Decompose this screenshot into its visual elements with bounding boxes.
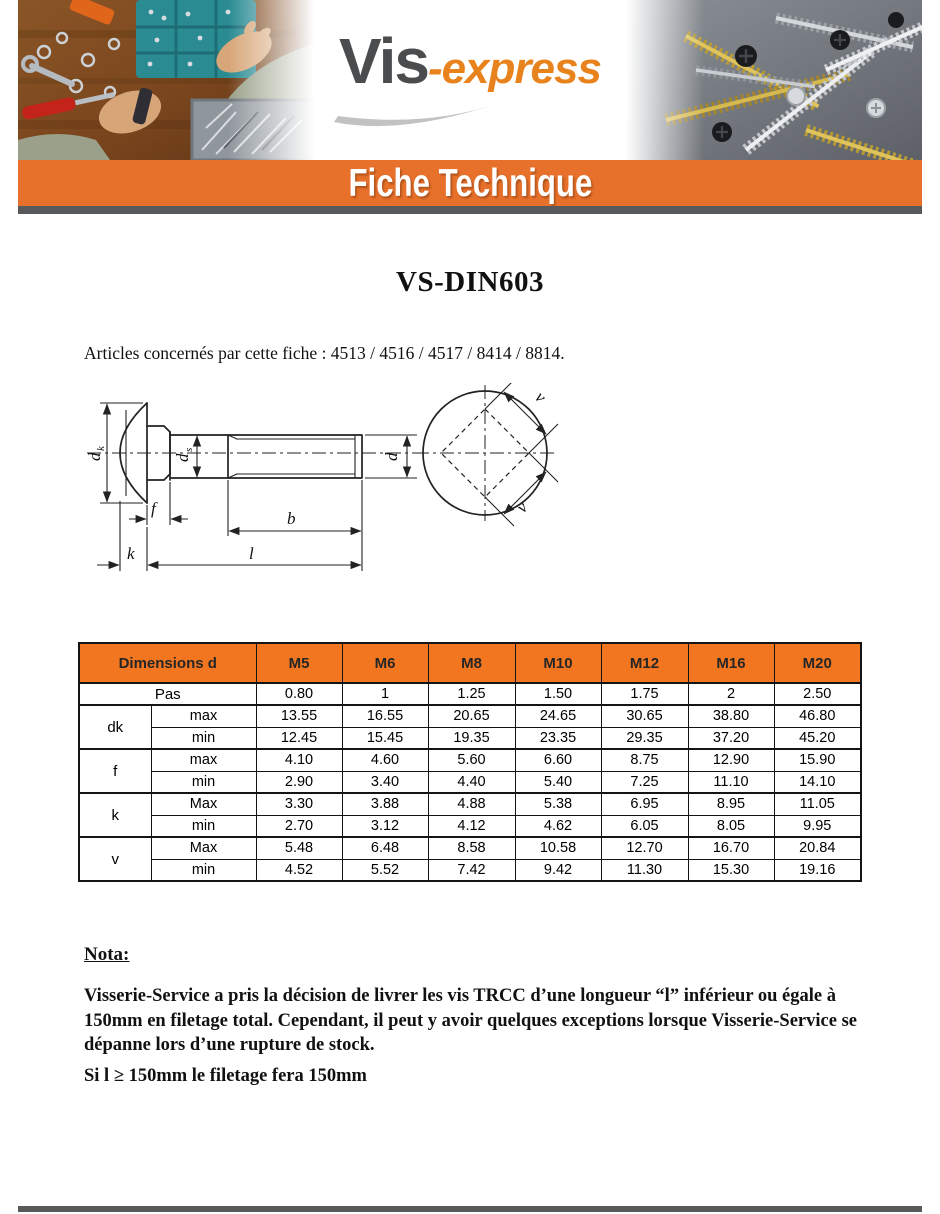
pas-value-cell: 1.50 bbox=[515, 683, 601, 705]
column-header-m12: M12 bbox=[601, 643, 688, 683]
value-cell: 37.20 bbox=[688, 727, 774, 749]
group-label-v: v bbox=[79, 837, 151, 881]
svg-text:d: d bbox=[382, 452, 401, 461]
nota-paragraph: Visserie-Service a pris la décision de livrer les vis TRCC d’une longueur “l” inférieur ou égale à 150mm en filetage total. Cependant, il peut y avoir quelques exceptions lorsque Visserie-Service se dépanne lors d’une rupture de stock. bbox=[84, 986, 857, 1056]
value-cell: 12.90 bbox=[688, 749, 774, 771]
value-cell: 5.38 bbox=[515, 793, 601, 815]
column-header-m5: M5 bbox=[256, 643, 342, 683]
svg-text:s: s bbox=[183, 447, 195, 452]
sub-label-cell: max bbox=[151, 749, 256, 771]
value-cell: 8.75 bbox=[601, 749, 688, 771]
articles-line: Articles concernés par cette fiche : 4513 / 4516 / 4517 / 8414 / 8814. bbox=[84, 343, 565, 363]
header-divider-bar bbox=[18, 206, 922, 214]
value-cell: 8.58 bbox=[428, 837, 515, 859]
sub-label-cell: min bbox=[151, 771, 256, 793]
value-cell: 10.58 bbox=[515, 837, 601, 859]
value-cell: 19.35 bbox=[428, 727, 515, 749]
dimensions-table bbox=[78, 642, 862, 882]
svg-text:d: d bbox=[173, 453, 192, 462]
value-cell: 7.25 bbox=[601, 771, 688, 793]
column-header-m6: M6 bbox=[342, 643, 428, 683]
svg-text:k: k bbox=[95, 446, 107, 451]
value-cell: 12.45 bbox=[256, 727, 342, 749]
value-cell: 30.65 bbox=[601, 705, 688, 727]
value-cell: 46.80 bbox=[774, 705, 861, 727]
value-cell: 8.05 bbox=[688, 815, 774, 837]
dim-label-v-bottom bbox=[513, 498, 532, 517]
column-header-m8: M8 bbox=[428, 643, 515, 683]
value-cell: 4.40 bbox=[428, 771, 515, 793]
table-row-k-min bbox=[79, 815, 861, 837]
pas-value-cell: 2.50 bbox=[774, 683, 861, 705]
value-cell: 4.52 bbox=[256, 859, 342, 881]
workbench-photo bbox=[18, 0, 314, 160]
din603-technical-drawing bbox=[85, 383, 575, 591]
sub-label-cell: max bbox=[151, 705, 256, 727]
svg-text:v: v bbox=[512, 497, 532, 517]
value-cell: 8.95 bbox=[688, 793, 774, 815]
value-cell: 24.65 bbox=[515, 705, 601, 727]
sub-label-cell: min bbox=[151, 727, 256, 749]
value-cell: 11.10 bbox=[688, 771, 774, 793]
value-cell: 2.90 bbox=[256, 771, 342, 793]
group-label-f: f bbox=[79, 749, 151, 793]
value-cell: 6.60 bbox=[515, 749, 601, 771]
dim-label-d bbox=[382, 452, 401, 461]
column-header-m20: M20 bbox=[774, 643, 861, 683]
sub-label-cell: Max bbox=[151, 837, 256, 859]
value-cell: 5.52 bbox=[342, 859, 428, 881]
value-cell: 3.40 bbox=[342, 771, 428, 793]
column-header-m10: M10 bbox=[515, 643, 601, 683]
value-cell: 5.48 bbox=[256, 837, 342, 859]
value-cell: 15.45 bbox=[342, 727, 428, 749]
spec-table-body bbox=[79, 683, 861, 881]
value-cell: 4.10 bbox=[256, 749, 342, 771]
table-row-dk-min bbox=[79, 727, 861, 749]
dim-label-l: l bbox=[249, 544, 254, 563]
group-label-k: k bbox=[79, 793, 151, 837]
screws-pile-photo bbox=[626, 0, 922, 160]
value-cell: 3.12 bbox=[342, 815, 428, 837]
value-cell: 3.30 bbox=[256, 793, 342, 815]
value-cell: 9.95 bbox=[774, 815, 861, 837]
value-cell: 4.62 bbox=[515, 815, 601, 837]
logo-swoosh bbox=[332, 92, 562, 132]
value-cell: 14.10 bbox=[774, 771, 861, 793]
dim-label-k: k bbox=[127, 544, 135, 563]
value-cell: 15.90 bbox=[774, 749, 861, 771]
sub-label-cell: min bbox=[151, 815, 256, 837]
banner-title: Fiche Technique bbox=[348, 162, 592, 205]
value-cell: 13.55 bbox=[256, 705, 342, 727]
footer-divider-bar bbox=[18, 1206, 922, 1212]
value-cell: 19.16 bbox=[774, 859, 861, 881]
pas-row bbox=[79, 683, 861, 705]
value-cell: 6.48 bbox=[342, 837, 428, 859]
dim-label-f: f bbox=[151, 499, 156, 518]
logo-text-vis: Vis bbox=[339, 25, 428, 97]
nota-si-line: Si l ≥ 150mm le filetage fera 150mm bbox=[84, 1066, 367, 1086]
table-row-dk-max bbox=[79, 705, 861, 727]
value-cell: 4.88 bbox=[428, 793, 515, 815]
column-header-m16: M16 bbox=[688, 643, 774, 683]
dim-label-dk bbox=[85, 445, 107, 461]
dimensions-header-cell: Dimensions d bbox=[79, 643, 256, 683]
pas-label-cell: Pas bbox=[79, 683, 256, 705]
table-row-k-max bbox=[79, 793, 861, 815]
svg-text:v: v bbox=[531, 387, 551, 407]
value-cell: 23.35 bbox=[515, 727, 601, 749]
pas-value-cell: 0.80 bbox=[256, 683, 342, 705]
group-label-dk: dk bbox=[79, 705, 151, 749]
value-cell: 45.20 bbox=[774, 727, 861, 749]
table-row-v-max bbox=[79, 837, 861, 859]
value-cell: 2.70 bbox=[256, 815, 342, 837]
value-cell: 3.88 bbox=[342, 793, 428, 815]
value-cell: 38.80 bbox=[688, 705, 774, 727]
svg-text:d: d bbox=[85, 452, 104, 461]
pas-value-cell: 1.75 bbox=[601, 683, 688, 705]
nota-heading: Nota: bbox=[84, 944, 130, 965]
page-title: VS-DIN603 bbox=[396, 266, 544, 298]
dim-label-ds bbox=[173, 448, 195, 462]
pas-value-cell: 2 bbox=[688, 683, 774, 705]
value-cell: 5.60 bbox=[428, 749, 515, 771]
table-row-f-max bbox=[79, 749, 861, 771]
value-cell: 20.65 bbox=[428, 705, 515, 727]
value-cell: 20.84 bbox=[774, 837, 861, 859]
value-cell: 7.42 bbox=[428, 859, 515, 881]
pas-value-cell: 1 bbox=[342, 683, 428, 705]
value-cell: 4.60 bbox=[342, 749, 428, 771]
sub-label-cell: min bbox=[151, 859, 256, 881]
value-cell: 4.12 bbox=[428, 815, 515, 837]
value-cell: 16.70 bbox=[688, 837, 774, 859]
sub-label-cell: Max bbox=[151, 793, 256, 815]
value-cell: 9.42 bbox=[515, 859, 601, 881]
value-cell: 12.70 bbox=[601, 837, 688, 859]
pas-value-cell: 1.25 bbox=[428, 683, 515, 705]
value-cell: 15.30 bbox=[688, 859, 774, 881]
vis-express-logo bbox=[314, 0, 626, 160]
value-cell: 11.30 bbox=[601, 859, 688, 881]
value-cell: 11.05 bbox=[774, 793, 861, 815]
logo-text-express: -express bbox=[427, 44, 601, 93]
table-row-f-min bbox=[79, 771, 861, 793]
value-cell: 29.35 bbox=[601, 727, 688, 749]
dim-label-b: b bbox=[287, 509, 296, 528]
value-cell: 6.05 bbox=[601, 815, 688, 837]
dim-label-v-top bbox=[531, 388, 550, 407]
spec-table-header-row bbox=[79, 643, 861, 683]
value-cell: 16.55 bbox=[342, 705, 428, 727]
banner-fiche-technique bbox=[18, 160, 922, 206]
value-cell: 6.95 bbox=[601, 793, 688, 815]
value-cell: 5.40 bbox=[515, 771, 601, 793]
table-row-v-min bbox=[79, 859, 861, 881]
